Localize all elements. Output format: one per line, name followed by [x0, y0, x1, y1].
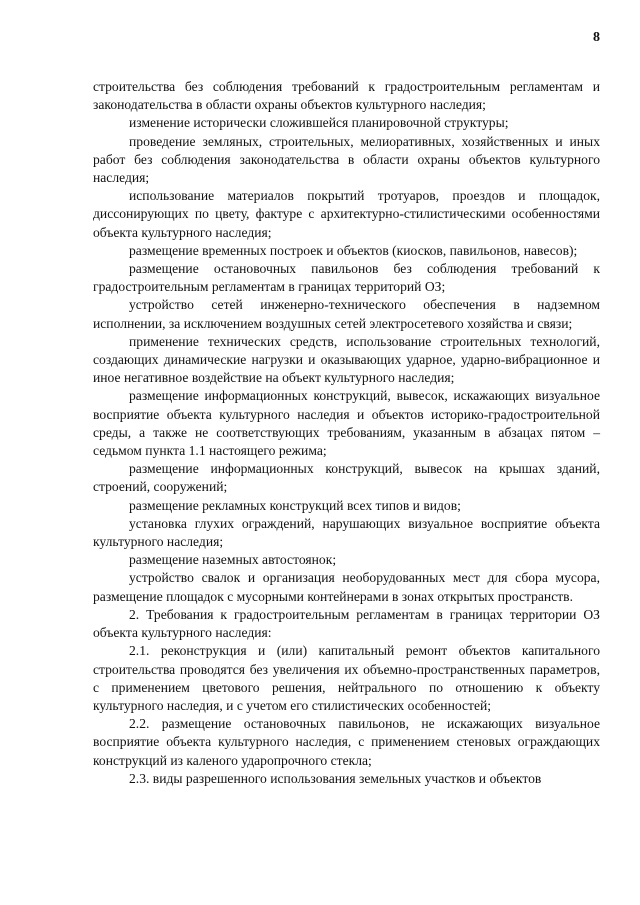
paragraph: проведение земляных, строительных, мелиоративных, хозяйственных и иных работ без соблюдения законодательства в области охраны объектов культурного наследия;	[93, 133, 600, 186]
paragraph: 2.3. виды разрешенного использования земельных участков и объектов	[129, 770, 542, 786]
page-number: 8	[593, 30, 600, 45]
paragraph: строительства без соблюдения требований к градостроительным регламентам и законодательства в области охраны объектов культурного наследия;	[93, 79, 600, 113]
paragraph: размещение информационных конструкций, вывесок, искажающих визуальное восприятие объекта культурного наследия и объектов историко-градостроительной среды, а также не соответствующих требованиям, указанным в абзацах пятом – седьмом пункта 1.1 настоящего режима;	[93, 388, 600, 459]
paragraph: изменение исторически сложившейся планировочной структуры;	[129, 115, 509, 131]
paragraph: размещение остановочных павильонов без соблюдения требований к градостроительным регламентам в границах территорий ОЗ;	[93, 261, 600, 295]
paragraph: устройство сетей инженерно-технического обеспечения в надземном исполнении, за исключением воздушных сетей электросетевого хозяйства и связи;	[93, 297, 600, 331]
paragraph: применение технических средств, использование строительных технологий, создающих динамические нагрузки и оказывающих ударное, ударно-вибрационное и иное негативное воздействие на объект культурного наследия;	[93, 333, 600, 386]
paragraph: размещение рекламных конструкций всех типов и видов;	[129, 497, 461, 513]
paragraph: установка глухих ограждений, нарушающих визуальное восприятие объекта культурного наследия;	[93, 515, 600, 550]
paragraph: размещение наземных автостоянок;	[129, 552, 337, 568]
paragraph: 2.1. реконструкция и (или) капитальный ремонт объектов капитального строительства проводятся без увеличения их объемно-пространственных параметров, с применением цветового решения, нейтрального по отношению к объекту культурного наследия, и с учетом его стилистических особенностей;	[93, 643, 600, 713]
paragraph: размещение временных построек и объектов (киосков, павильонов, навесов);	[129, 242, 578, 258]
paragraph: устройство свалок и организация необорудованных мест для сбора мусора, размещение площадок с мусорными контейнерами в зонах открытых пространств.	[93, 570, 600, 604]
paragraph: использование материалов покрытий тротуаров, проездов и площадок, диссонирующих по цвету, фактуре с архитектурно-стилистическими особенностями объекта культурного наследия;	[93, 188, 600, 240]
document-body	[93, 78, 600, 788]
paragraph: размещение информационных конструкций, вывесок на крышах зданий, строений, сооружений;	[93, 461, 600, 495]
paragraph: 2.2. размещение остановочных павильонов, не искажающих визуальное восприятие объекта культурного наследия, с применением стеновых ограждающих конструкций из каленого ударопрочного стекла;	[93, 716, 600, 768]
paragraph: 2. Требования к градостроительным регламентам в границах территории ОЗ объекта культурного наследия:	[93, 606, 600, 641]
